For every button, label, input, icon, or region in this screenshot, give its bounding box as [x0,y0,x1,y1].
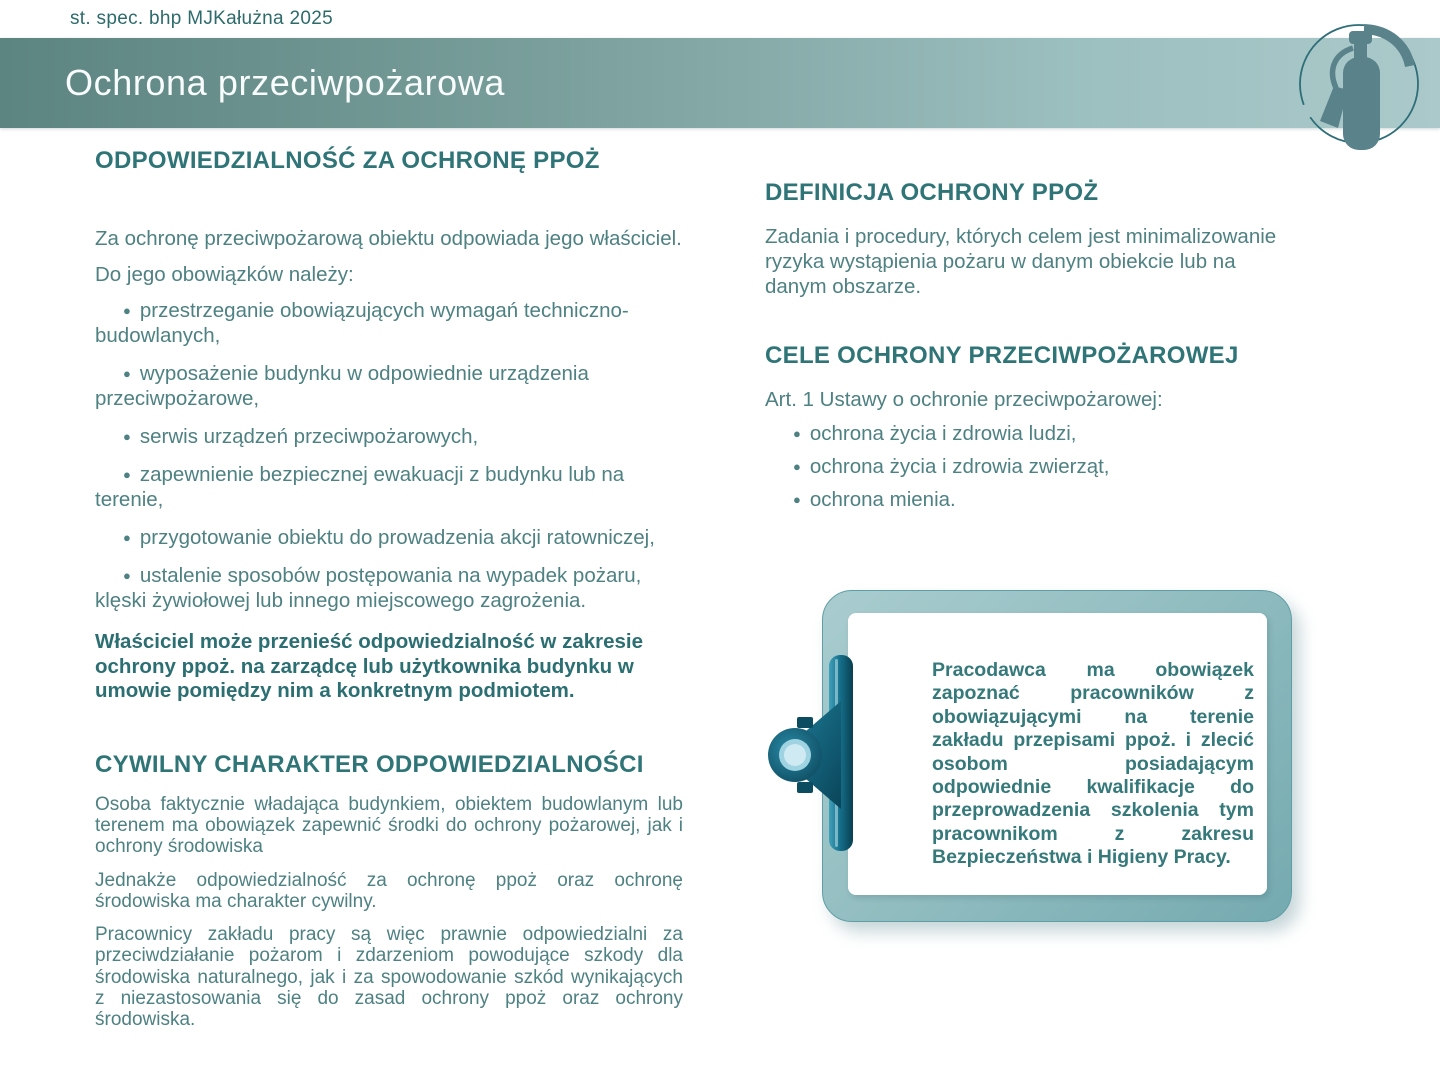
list-item-text: przestrzeganie obowiązujących wymagań techniczno-budowlanych, [95,299,629,347]
bullet-dot: ● [793,492,801,507]
credit-note: st. spec. bhp MJKałużna 2025 [70,8,333,29]
list-item-text: wyposażenie budynku w odpowiednie urządzenia przeciwpożarowe, [95,362,589,410]
bullet-dot: ● [123,429,131,444]
clip-icon [761,649,865,863]
clipboard-note: Pracodawca ma obowiązek zapoznać pracowników z obowiązującymi na terenie zakładu przepisami ppoż. i zlecić osobom posiadającym odpowiednie kwalifikacje do przeprowadzenia szkolenia tym pracownikom z zakresu Bezpieczeństwa i Higieny Pracy. [932,659,1254,869]
fire-extinguisher-graphic [1292,16,1428,152]
bullet-dot: ● [123,303,131,318]
header-bar [0,38,1440,128]
list-item [765,421,1300,446]
bullet-dot: ● [123,530,131,545]
list-item [95,361,683,411]
extinguisher-body [1343,57,1380,150]
list-item [95,462,683,512]
left-column [95,146,683,1042]
section-heading-responsibility: ODPOWIEDZIALNOŚĆ ZA OCHRONĘ PPOŻ [95,147,600,174]
bullet-dot: ● [793,426,801,441]
list-item-text: serwis urządzeń przeciwpożarowych, [139,425,479,448]
clip-graphic [761,649,865,863]
clip-nub-bottom [797,782,813,793]
clip-hub-center [784,744,806,766]
section-heading-civil-character: CYWILNY CHARAKTER ODPOWIEDZIALNOŚCI [95,750,644,778]
paragraph: Osoba faktycznie władająca budynkiem, obiektem budowlanym lub terenem ma obowiązek zapewnić środki do ochrony pożarowej, jak i ochrony środowiska [95,793,683,858]
list-item [95,424,683,449]
list-item-text: ochrona życia i zdrowia zwierząt, [809,455,1110,478]
paragraph: Za ochronę przeciwpożarową obiektu odpowiada jego właściciel. [95,227,682,250]
list-item [95,525,683,550]
clipboard-paper [848,613,1267,895]
section-heading-definition: DEFINICJA OCHRONY PPOŻ [765,179,1099,206]
bullet-dot: ● [123,467,131,482]
paragraph: Pracownicy zakładu pracy są więc prawnie odpowiedzialni za przeciwdziałanie pożarom i zdarzeniom powodujące szkody dla środowiska naturalnego, jak i za spowodowanie szkód wynikających z niezastosowania się do zasad ochrony ppoż oraz ochrony środowiska. [95,924,683,1031]
page-title: Ochrona przeciwpożarowa [65,62,505,103]
list-item [765,487,1300,512]
list-item [95,298,683,348]
bullet-dot: ● [123,568,131,583]
list-item-text: zapewnienie bezpiecznej ewakuacji z budynku lub na terenie, [95,463,625,511]
paragraph: Zadania i procedury, których celem jest minimalizowanie ryzyka wystąpienia pożaru w danym obiekcie lub na danym obszarze. [765,225,1277,298]
paragraph: Jednakże odpowiedzialność za ochronę ppoż oraz ochronę środowiska ma charakter cywilny. [95,869,683,912]
clipboard-graphic [822,590,1292,922]
list-item-text: przygotowanie obiektu do prowadzenia akcji ratowniczej, [139,526,655,549]
emphasis-paragraph: Właściciel może przenieść odpowiedzialność w zakresie ochrony ppoż. na zarządcę lub użytkownika budynku w umowie pomiędzy nim a konkretnym podmiotem. [95,630,644,703]
list-item [95,563,683,613]
clip-nub-top [797,717,813,728]
bullet-dot: ● [123,366,131,381]
bullet-dot: ● [793,459,801,474]
list-item-text: ustalenie sposobów postępowania na wypadek pożaru, klęski żywiołowej lub innego miejscowego zagrożenia. [95,564,642,612]
list-item [765,454,1300,479]
paragraph: Do jego obowiązków należy: [95,263,354,286]
list-item-text: ochrona mienia. [809,488,956,511]
paragraph: Art. 1 Ustawy o ochronie przeciwpożarowej: [765,388,1163,411]
list-item-text: ochrona życia i zdrowia ludzi, [809,422,1077,445]
fire-extinguisher-icon [1292,16,1428,152]
right-column [765,178,1300,520]
section-heading-goals: CELE OCHRONY PRZECIWPOŻAROWEJ [765,342,1239,369]
